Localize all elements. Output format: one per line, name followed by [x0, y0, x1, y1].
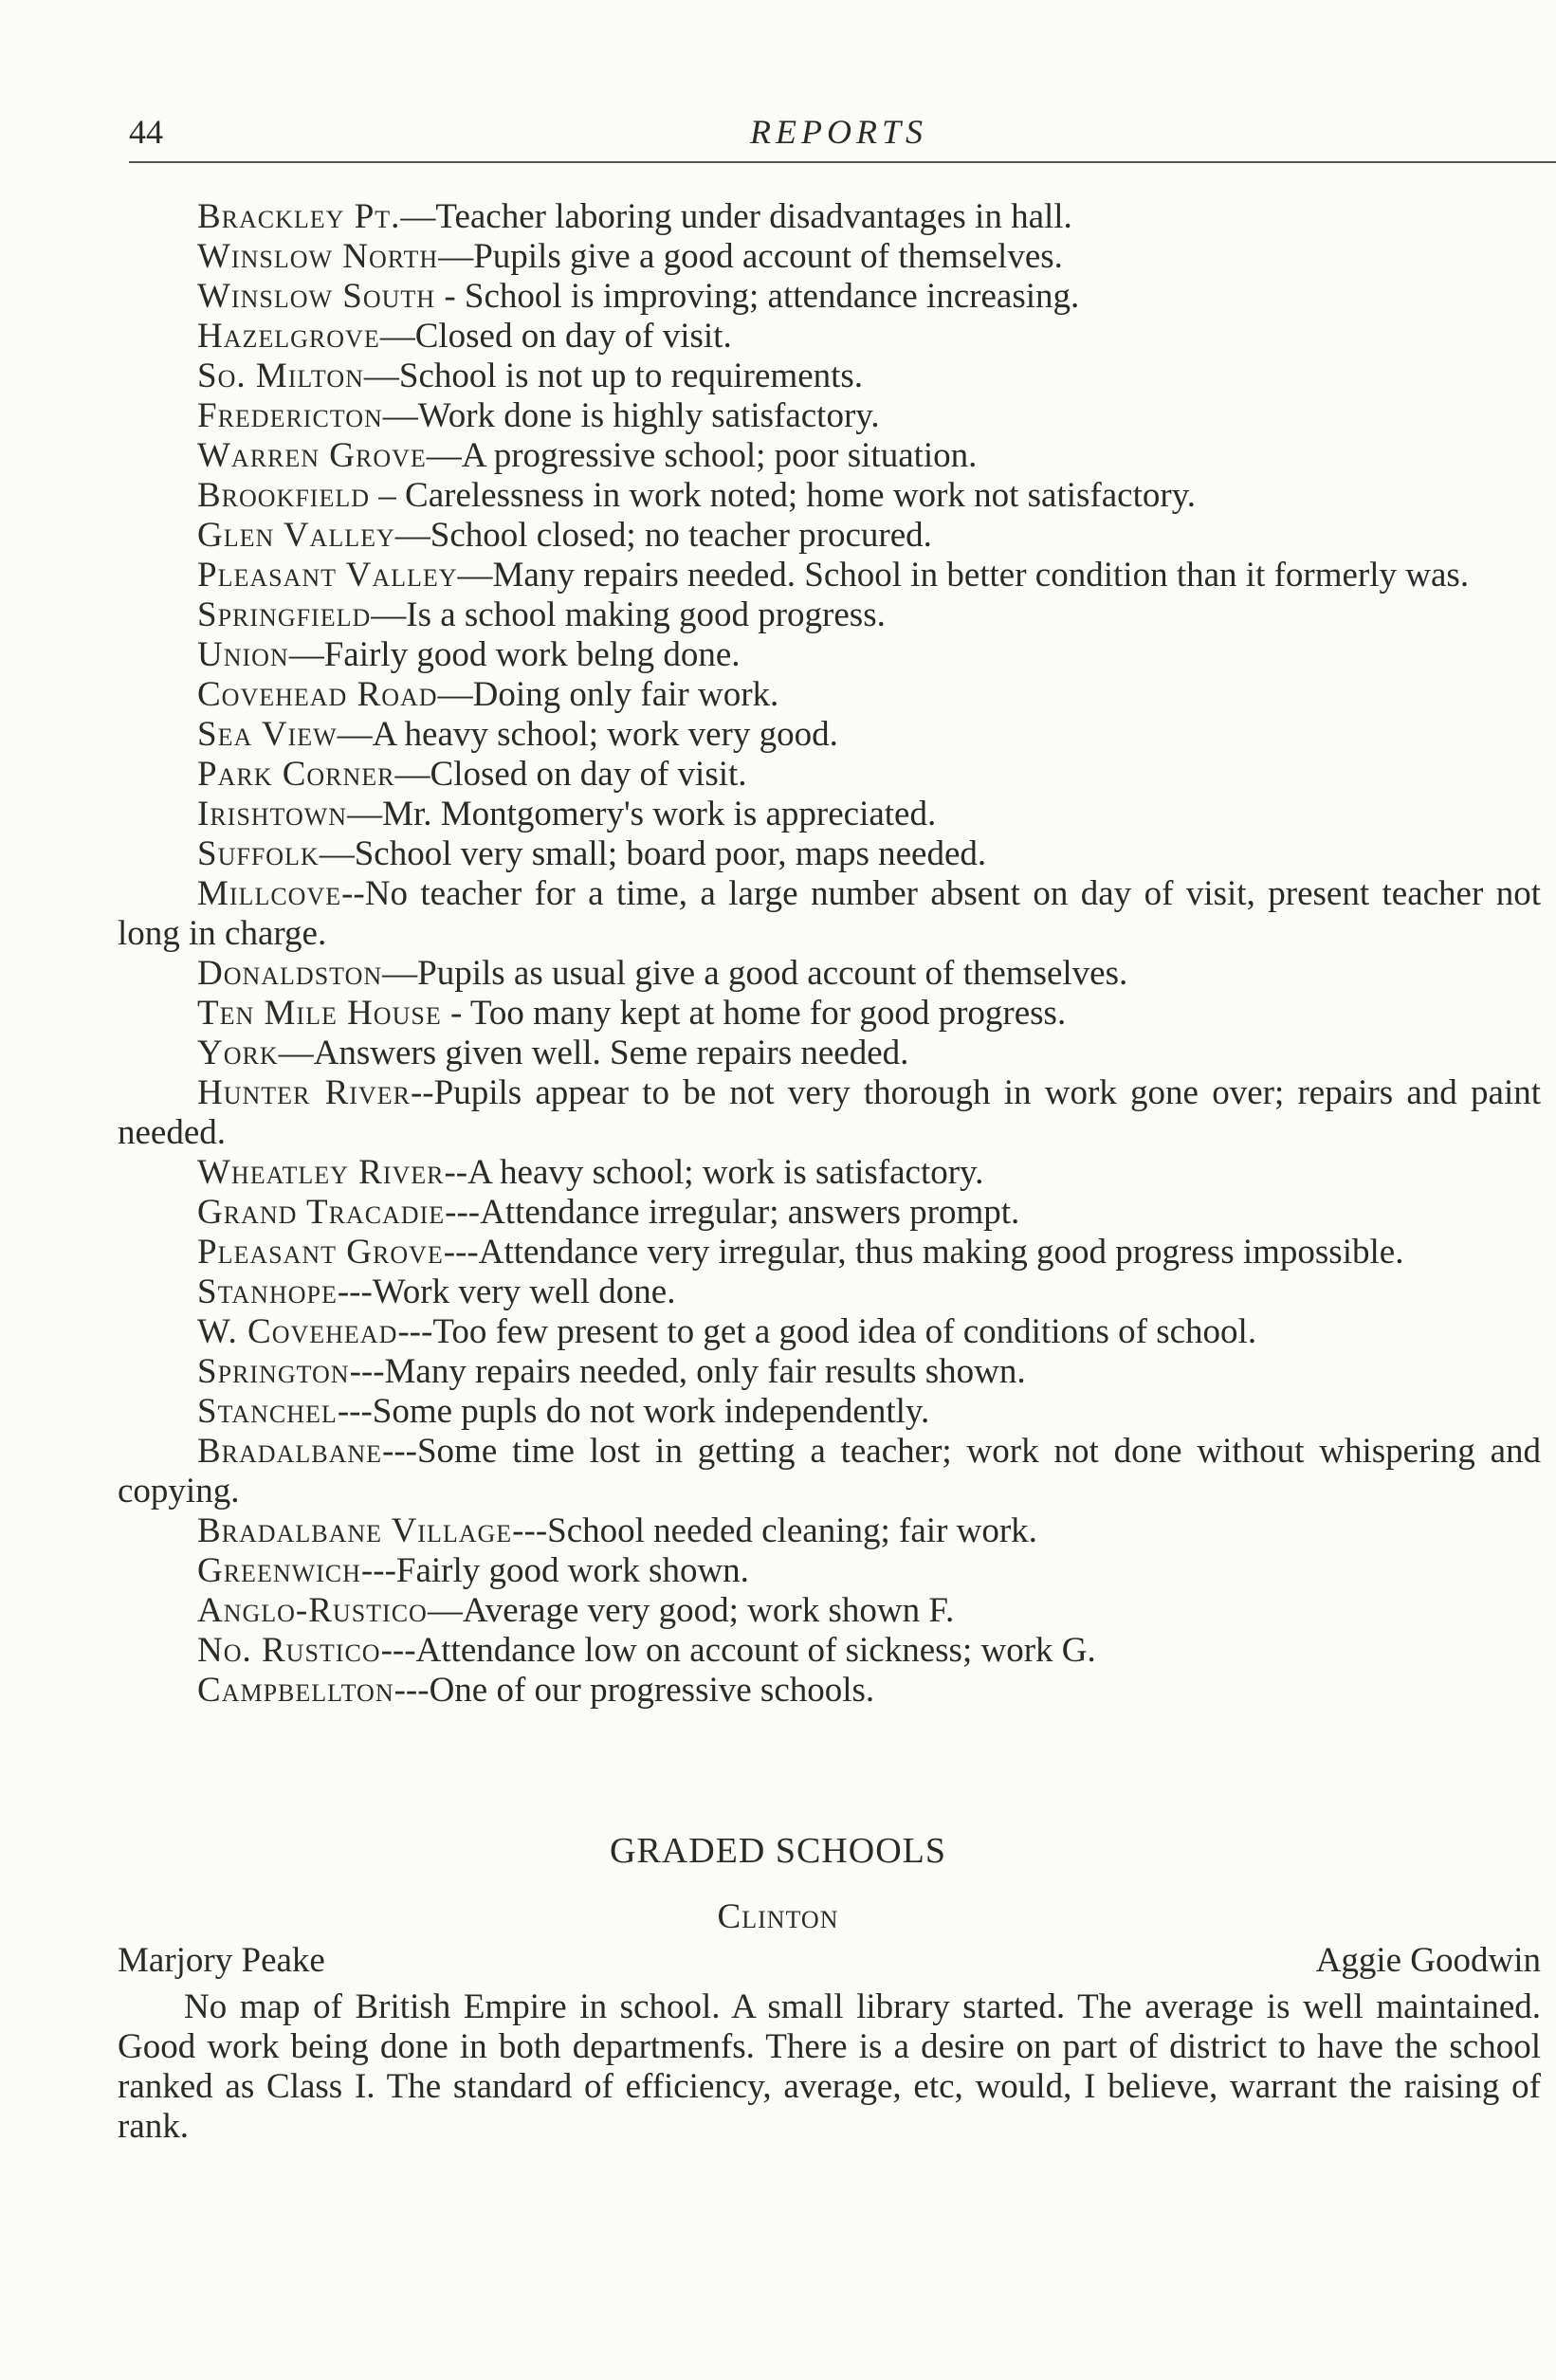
school-name: Bradalbane [197, 1432, 383, 1471]
school-report-entry [118, 1073, 1541, 1153]
report-text: ---Some time lost in getting a teacher; work not done without whispering and copying. [118, 1432, 1541, 1510]
school-name: Warren Grove [197, 436, 427, 475]
school-name: Grand Tracadie [197, 1193, 446, 1232]
report-text: --A heavy school; work is satisfactory. [444, 1153, 984, 1192]
school-name: Glen Valley [197, 516, 395, 555]
school-report-entry [118, 277, 1541, 317]
school-name: Anglo-Rustico [197, 1591, 428, 1630]
report-text: ---One of our progressive schools. [394, 1671, 875, 1710]
report-text: – Carelessness in work noted; home work not satisfactory. [370, 476, 1197, 515]
header-rule [129, 161, 1556, 163]
school-name: Hunter River [197, 1073, 411, 1112]
report-text: ---Attendance irregular; answers prompt. [445, 1193, 1020, 1232]
school-report-entry [118, 994, 1541, 1034]
school-name: Brookfield [197, 476, 371, 515]
school-name: Winslow South [197, 277, 436, 316]
report-text: --Pupils appear to be not very thorough in work gone over; repairs and paint needed. [118, 1073, 1542, 1152]
school-report-entry [118, 1153, 1541, 1193]
school-report-entry [118, 1551, 1541, 1591]
school-name: Millcove [197, 874, 342, 913]
school-report-entry [118, 1312, 1541, 1352]
report-text: ---Too few present to get a good idea of conditions of school. [397, 1312, 1257, 1351]
teachers-line [118, 1940, 1541, 1982]
school-report-entry [118, 1591, 1541, 1631]
school-name: Pleasant Grove [197, 1233, 444, 1272]
school-name: Pleasant Valley [197, 556, 458, 595]
report-text: —School very small; board poor, maps needed. [319, 834, 987, 873]
school-name: Donaldston [197, 954, 383, 993]
school-report-entry [118, 396, 1541, 436]
school-report-entry [118, 1671, 1541, 1711]
school-name: Winslow North [197, 237, 439, 276]
school-name: Covehead Road [197, 675, 438, 714]
school-report-entry [118, 715, 1541, 755]
report-text: —Pupils give a good account of themselves. [438, 237, 1063, 276]
report-text: --No teacher for a time, a large number absent on day of visit, present teacher not long in charge. [118, 874, 1541, 953]
section-heading-graded-schools: GRADED SCHOOLS [610, 1831, 946, 1871]
report-text: - School is improving; attendance increasing. [435, 277, 1080, 316]
school-report-entry [118, 1511, 1541, 1551]
school-name: Bradalbane Village [197, 1511, 513, 1550]
school-name: Sea View [197, 715, 338, 754]
report-text: ---School needed cleaning; fair work. [512, 1511, 1037, 1550]
report-text: —School is not up to requirements. [363, 357, 864, 395]
report-text: —School closed; no teacher procured. [394, 516, 932, 555]
school-name: Irishtown [197, 795, 348, 833]
report-text: ---Attendance very irregular, thus making good progress impossible. [443, 1233, 1404, 1272]
school-reports-list [118, 197, 1541, 1711]
school-name: Hazelgrove [197, 317, 380, 356]
report-text: ---Work very well done. [337, 1272, 676, 1311]
school-report-entry [118, 516, 1541, 556]
school-report-entry [118, 954, 1541, 994]
school-report-entry [118, 317, 1541, 357]
school-report-entry [118, 1631, 1541, 1671]
school-report-entry [118, 357, 1541, 396]
school-name: Ten Mile House [197, 994, 442, 1033]
report-text: —Fairly good work belng done. [288, 635, 741, 674]
report-text: ---Some pupls do not work independently. [337, 1392, 930, 1431]
report-text: —Doing only fair work. [437, 675, 779, 714]
teacher-left: Marjory Peake [118, 1941, 325, 1980]
school-name: W. Covehead [197, 1312, 398, 1351]
school-name: So. Milton [197, 357, 364, 395]
school-report-entry [118, 1392, 1541, 1432]
school-report-entry [118, 1272, 1541, 1312]
school-report-entry [118, 556, 1541, 595]
report-text: —Average very good; work shown F. [427, 1591, 955, 1630]
school-report-entry [118, 675, 1541, 715]
report-text: —Answers given well. Seme repairs needed. [278, 1034, 909, 1072]
school-report-entry [118, 1352, 1541, 1392]
school-report-entry [118, 237, 1541, 277]
school-report-entry [118, 795, 1541, 834]
teacher-right: Aggie Goodwin [1315, 1941, 1541, 1980]
report-text: —Teacher laboring under disadvantages in hall. [400, 197, 1072, 236]
report-text: —Is a school making good progress. [371, 595, 886, 634]
report-text: —Closed on day of visit. [379, 317, 732, 356]
school-name: Park Corner [197, 755, 395, 794]
school-report-entry [118, 436, 1541, 476]
school-report-entry [118, 755, 1541, 795]
school-report-entry [118, 1034, 1541, 1073]
school-name: Campbellton [197, 1671, 394, 1710]
school-report-entry [118, 874, 1541, 954]
school-report-entry [118, 1233, 1541, 1272]
page-header [129, 112, 1556, 167]
school-name: Union [197, 635, 289, 674]
clinton-report-paragraph: No map of British Empire in school. A small library started. The average is well maintained. Good work being done in both departmenfs. There is a desire on part of district to have the school ranked as Class I. The standard of efficiency, average, etc, would, I believe, warrant the raising of rank. [118, 1987, 1541, 2146]
school-name: Suffolk [197, 834, 320, 873]
school-report-entry [118, 476, 1541, 516]
school-name: York [197, 1034, 279, 1072]
school-name: Brackley Pt. [197, 197, 401, 236]
school-name: Stanhope [197, 1272, 338, 1311]
school-name: Stanchel [197, 1392, 338, 1431]
school-name: Greenwich [197, 1551, 361, 1590]
report-text: —Many repairs needed. School in better condition than it formerly was. [457, 556, 1470, 595]
page-number: 44 [129, 113, 163, 151]
school-report-entry [118, 635, 1541, 675]
report-text: - Too many kept at home for good progress. [441, 994, 1067, 1033]
school-name-clinton: Clinton [717, 1897, 839, 1936]
school-name: Wheatley River [197, 1153, 445, 1192]
report-text: —Pupils as usual give a good account of themselves. [382, 954, 1128, 993]
report-text: —Mr. Montgomery's work is appreciated. [347, 795, 937, 833]
school-report-entry [118, 1193, 1541, 1233]
report-text: ---Fairly good work shown. [360, 1551, 749, 1590]
school-name: Fredericton [197, 396, 383, 435]
report-text: ---Attendance low on account of sickness; work G. [380, 1631, 1096, 1670]
report-text: —Work done is highly satisfactory. [382, 396, 880, 435]
report-text: —Closed on day of visit. [394, 755, 747, 794]
report-text: —A heavy school; work very good. [337, 715, 838, 754]
school-report-entry [118, 595, 1541, 635]
school-report-entry [118, 1432, 1541, 1511]
running-title: REPORTS [750, 113, 927, 151]
school-name: No. Rustico [197, 1631, 381, 1670]
report-text: —A progressive school; poor situation. [426, 436, 978, 475]
school-name: Springfield [197, 595, 372, 634]
school-name: Springton [197, 1352, 350, 1391]
report-text: ---Many repairs needed, only fair results shown. [349, 1352, 1026, 1391]
school-report-entry [118, 197, 1541, 237]
school-report-entry [118, 834, 1541, 874]
